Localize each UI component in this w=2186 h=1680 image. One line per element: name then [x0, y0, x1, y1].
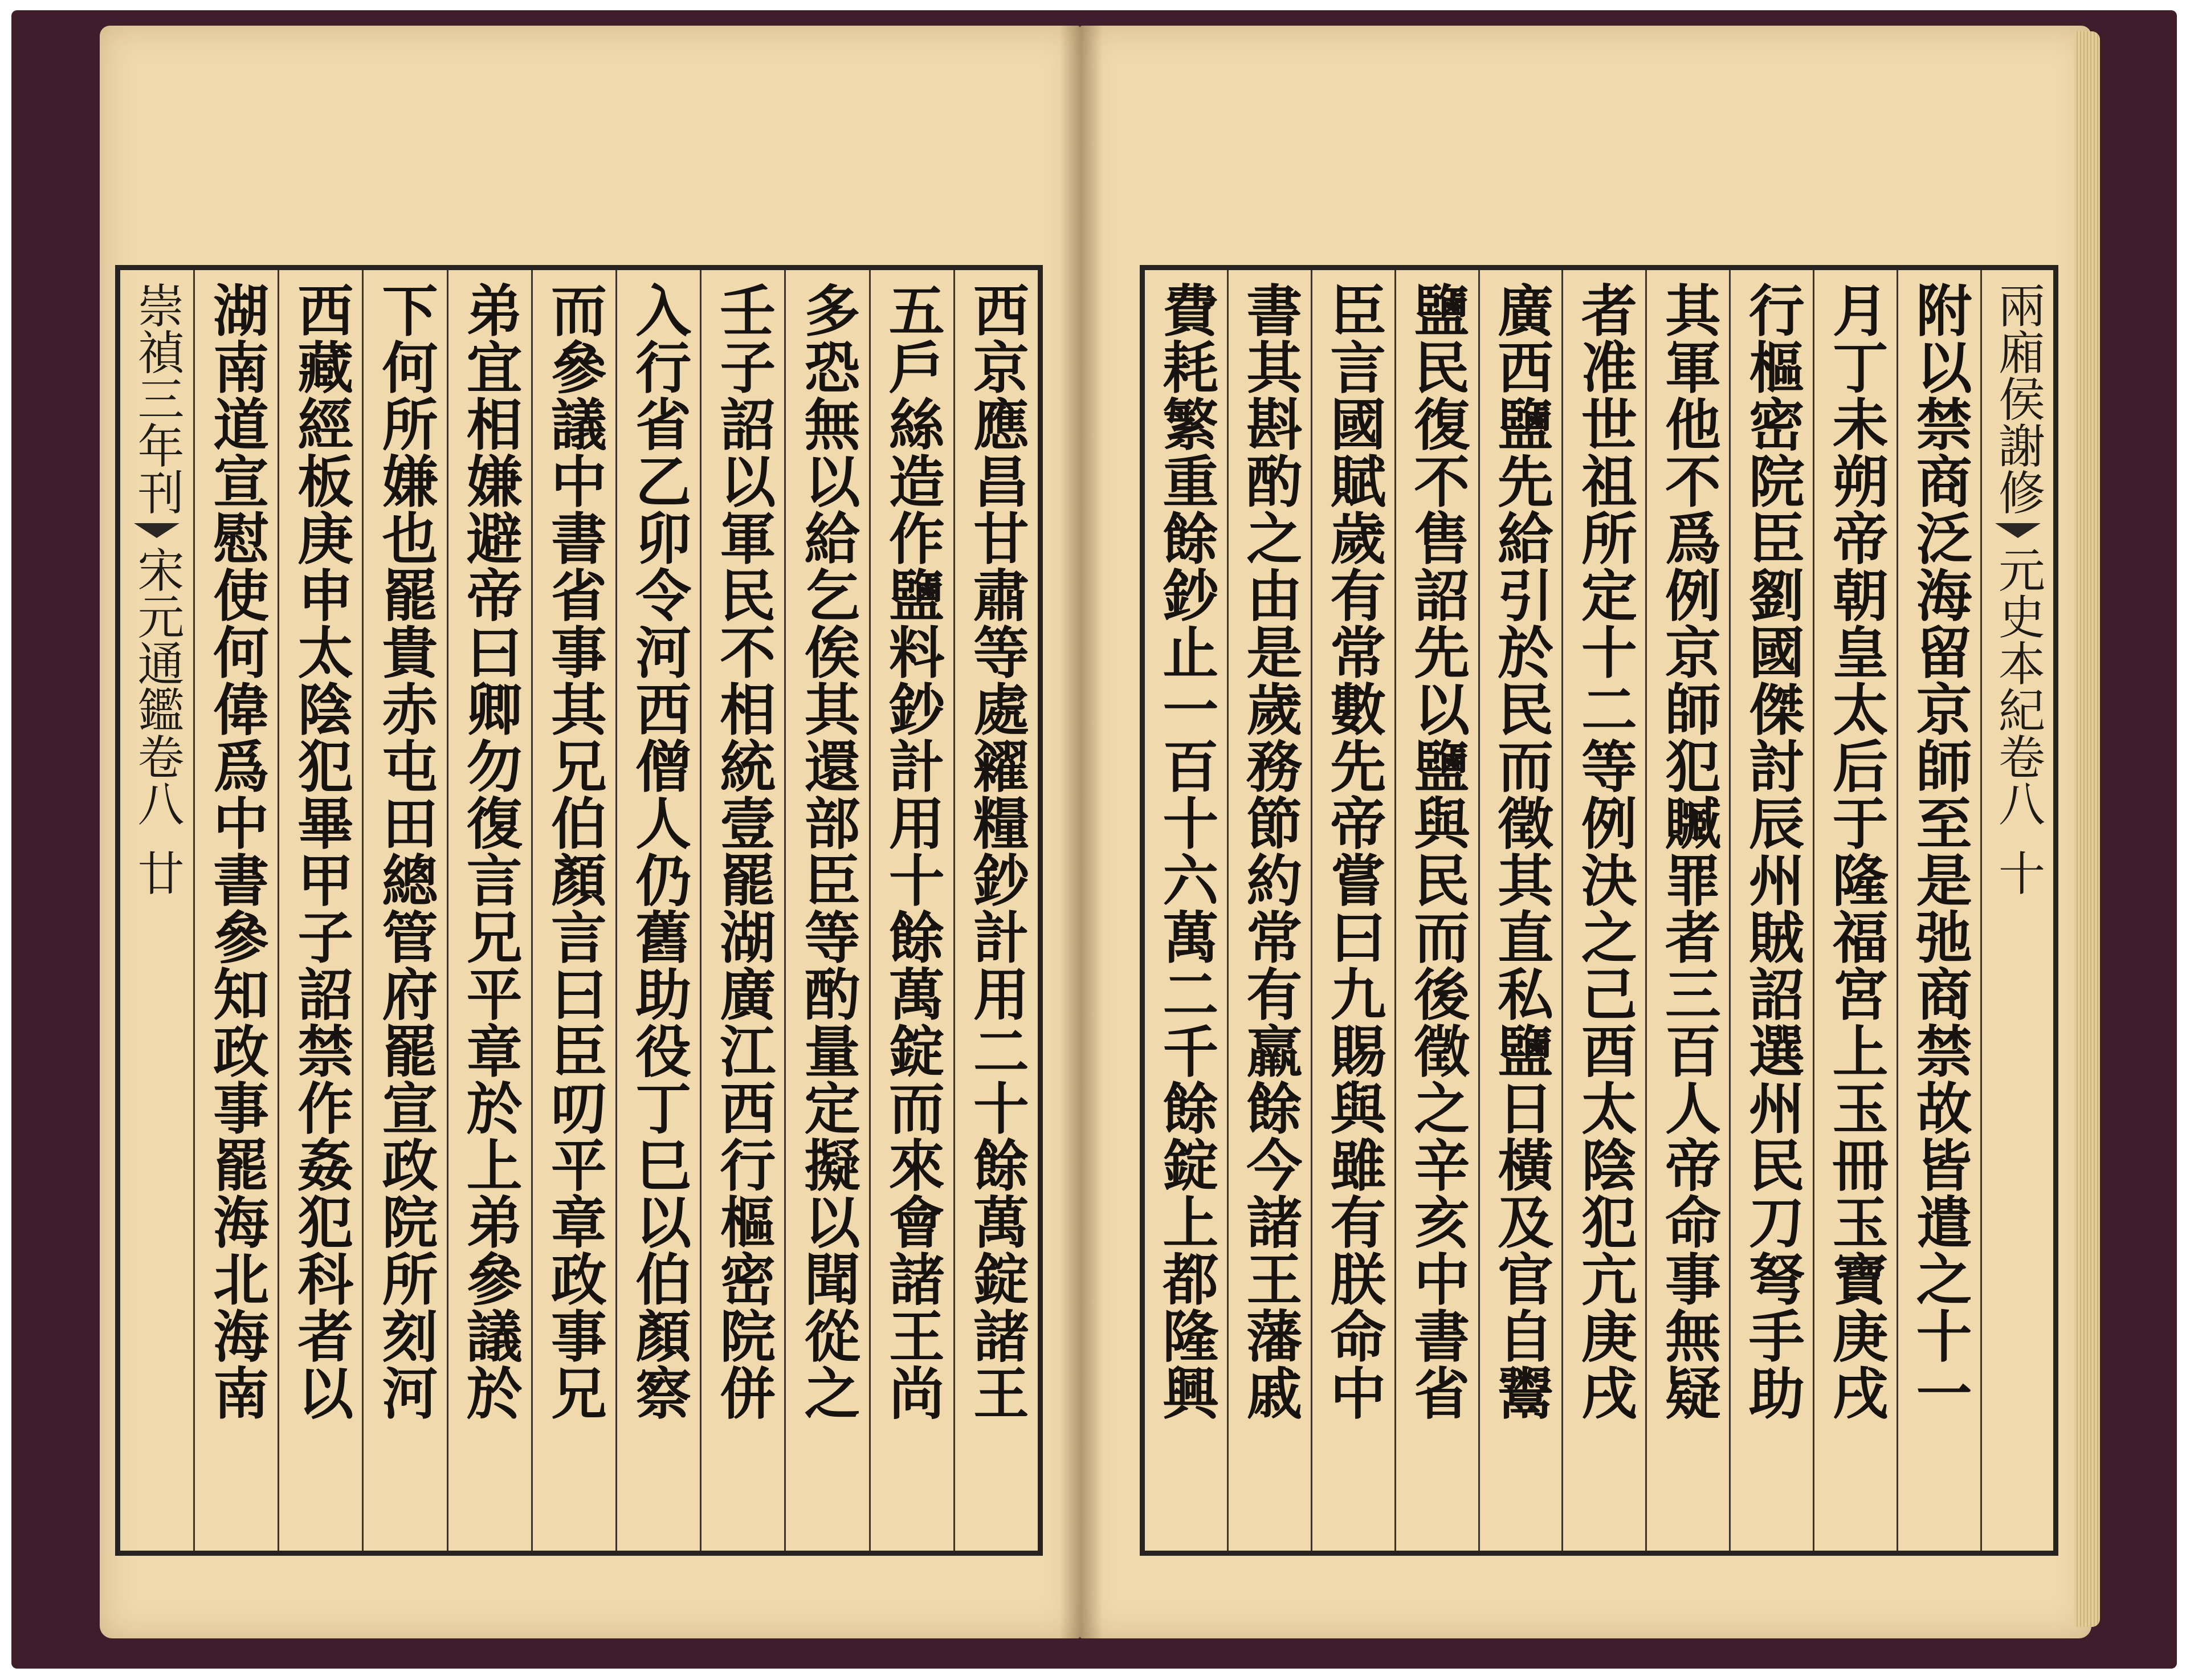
book-gutter [1060, 26, 1103, 1638]
left-column-2 [869, 270, 953, 1551]
left-column-3 [784, 270, 868, 1551]
column-text: 五戶絲造作鹽料鈔計用十餘萬錠而來會諸王尚 [879, 282, 945, 1421]
left-column-9 [278, 270, 362, 1551]
right-column-3 [1729, 270, 1813, 1551]
left-text-frame [115, 265, 1043, 1556]
column-text: 西京應昌甘肅等處糴糧鈔計用二十餘萬錠諸王 [964, 282, 1030, 1421]
left-margin-column [120, 270, 193, 1551]
right-column-5 [1561, 270, 1645, 1551]
right-column-6 [1478, 270, 1562, 1551]
column-text: 者准世祖所定十二等例決之己酉太陰犯亢庚戌 [1572, 282, 1638, 1421]
left-column-6 [531, 270, 615, 1551]
column-text: 費耗繁重餘鈔止一百十六萬二千餘錠上都隆興 [1153, 282, 1219, 1421]
column-text: 月丁未朔帝朝皇太后于隆福宮上玉冊玉寶庚戌 [1823, 282, 1889, 1421]
column-text: 廣西鹽先給引於民而徵其直私鹽日橫及官自鬻 [1488, 282, 1554, 1421]
right-column-4 [1645, 270, 1729, 1551]
right-margin-column [1980, 270, 2053, 1551]
column-text: 鹽民復不售詔先以鹽與民而後徵之辛亥中書省 [1404, 282, 1470, 1421]
left-column-4 [700, 270, 784, 1551]
right-column-2 [1813, 270, 1897, 1551]
column-text: 下何所嫌也罷貴赤屯田總管府罷宣政院所刻河 [372, 282, 438, 1421]
column-text: 多恐無以給乞俟其還部臣等酌量定擬以聞從之 [794, 282, 860, 1421]
folio-number: 十 [1991, 849, 2045, 896]
left-column-8 [362, 270, 446, 1551]
right-column-10 [1145, 270, 1227, 1551]
column-text: 入行省乙卯令河西僧人仍舊助役丁巳以伯顏察 [626, 282, 692, 1421]
author-label: 兩廂侯謝修 [1991, 282, 2045, 515]
column-text: 書其斟酌之由是歲務節約常有羸餘今諸王藩戚 [1237, 282, 1303, 1421]
fish-tail-mark [134, 523, 180, 538]
right-column-7 [1394, 270, 1478, 1551]
column-text: 行樞密院臣劉國傑討辰州賊詔選州民刀弩手助 [1739, 282, 1805, 1421]
fish-tail-mark [1995, 523, 2041, 538]
column-text: 臣言國賦歲有常數先帝嘗曰九賜與雖有朕命中 [1320, 282, 1386, 1421]
right-column-9 [1227, 270, 1311, 1551]
right-column-8 [1311, 270, 1394, 1551]
column-text: 湖南道宣慰使何偉爲中書參知政事罷海北海南 [203, 282, 270, 1421]
column-text: 壬子詔以軍民不相統壹罷湖廣江西行樞密院併 [710, 282, 776, 1421]
margin-title: 宋元通鑑卷八 [129, 546, 184, 826]
folio-number: 廿 [129, 849, 184, 896]
column-text: 其軍他不爲例京師犯贓罪者三百人帝命事無疑 [1655, 282, 1722, 1421]
column-text: 而參議中書省事其兄伯顏言曰臣叨平章政事兄 [541, 282, 607, 1421]
left-column-10 [193, 270, 278, 1551]
margin-title: 元史本紀卷八 [1991, 546, 2045, 826]
column-text: 西藏經板庚申太陰犯畢甲子詔禁作姦犯科者以 [288, 282, 354, 1421]
right-text-frame [1140, 265, 2058, 1556]
column-text: 附以禁商泛海留京師至是弛商禁故皆遣之十一 [1907, 282, 1973, 1421]
left-column-7 [447, 270, 531, 1551]
right-column-1 [1897, 270, 1980, 1551]
edition-label: 崇禎三年刊 [129, 282, 184, 515]
left-column-5 [615, 270, 700, 1551]
column-text: 弟宜相嫌避帝曰卿勿復言兄平章於上弟參議於 [457, 282, 523, 1421]
left-column-1 [953, 270, 1038, 1551]
page-edges [2074, 31, 2100, 1627]
